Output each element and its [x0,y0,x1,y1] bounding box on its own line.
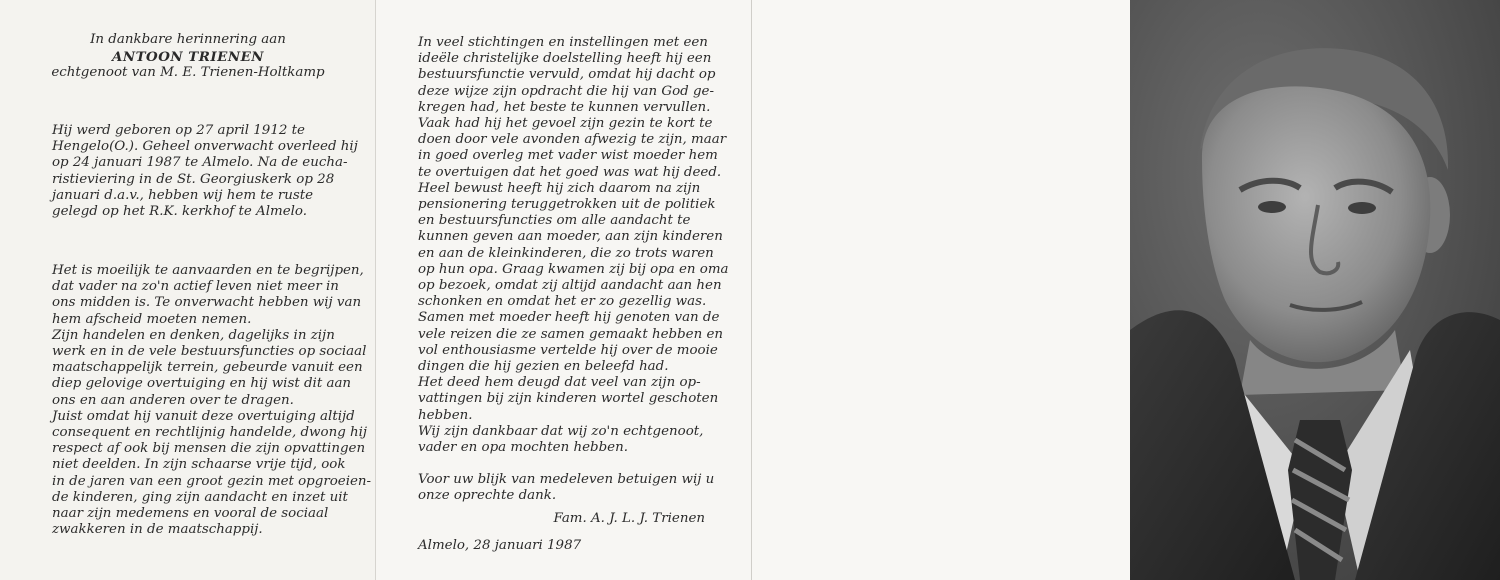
text-line: Zijn handelen en denken, dagelijks in zijn [52,327,335,343]
tribute-paragraph [52,263,372,538]
birth-death-paragraph [52,123,358,220]
card-panel-blank [752,0,1130,580]
text-line: Wij zijn dankbaar dat wij zo'n echtgenoot, [418,423,704,439]
text-line: vattingen bij zijn kinderen wortel geschoten [418,391,719,407]
text-line: Vaak had hij het gevoel zijn gezin te kort te [418,116,713,132]
text-line: Het is moeilijk te aanvaarden en te begrijpen, [52,263,364,278]
text-line: deze wijze zijn opdracht die hij van God ge- [418,83,714,99]
text-line: Hij werd geboren op 27 april 1912 te [52,123,305,138]
text-line: gelegd op het R.K. kerkhof te Almelo. [52,204,307,220]
text-line: ons midden is. Te onverwacht hebben wij van [52,295,362,311]
card-panel-middle [376,0,752,580]
text-line: In veel stichtingen en instellingen met een [418,35,708,50]
heading-intro: In dankbare herinnering aan [90,32,286,47]
text-line: hebben. [418,407,473,423]
text-line: dat vader na zo'n actief leven niet meer in [52,279,339,295]
text-line: Hengelo(O.). Geheel onverwacht overleed hij [52,139,358,155]
life-story-paragraph [418,35,729,456]
text-line: kregen had, het beste te kunnen vervullen. [418,99,711,115]
text-line: vol enthousiasme vertelde hij over de mooie [418,342,718,358]
text-line: op bezoek, omdat zij altijd aandacht aan hen [418,278,722,294]
text-line: niet deelden. In zijn schaarse vrije tijd, ook [52,457,346,473]
text-line: op 24 januari 1987 te Almelo. Na de eucha- [52,155,348,171]
text-line: naar zijn medemens en vooral de sociaal [52,506,329,522]
text-line: Het deed hem deugd dat veel van zijn op- [418,375,701,391]
text-line: respect af ook bij mensen die zijn opvattingen [52,441,366,457]
text-line: ons en aan anderen over te dragen. [52,392,294,408]
text-line: zwakkeren in de maatschappij. [52,522,263,538]
text-line: in goed overleg met vader wist moeder hem [418,148,718,164]
portrait-illustration [1130,0,1500,580]
text-line: kunnen geven aan moeder, aan zijn kinderen [418,229,723,245]
deceased-name: ANTOON TRIENEN [111,48,265,65]
text-line: hem afscheid moeten nemen. [52,311,252,327]
text-line: consequent en rechtlijnig handelde, dwong hij [52,425,368,441]
text-line: en bestuursfuncties om alle aandacht te [418,213,691,229]
text-line: Voor uw blijk van medeleven betuigen wij u [418,472,715,487]
text-line: de kinderen, ging zijn aandacht en inzet uit [52,489,348,505]
portrait-photo [1130,0,1500,580]
text-line: dingen die hij gezien en beleefd had. [418,359,669,375]
text-line: en aan de kleinkinderen, die zo trots waren [418,245,714,261]
place-date: Almelo, 28 januari 1987 [418,538,582,553]
text-line: maatschappelijk terrein, gebeurde vanuit een [52,360,363,376]
text-line: op hun opa. Graag kwamen zij bij opa en oma [418,261,729,277]
text-line: schonken en omdat het er zo gezellig was. [418,294,707,310]
spouse-line: echtgenoot van M. E. Trienen-Holtkamp [51,65,325,80]
text-line: Heel bewust heeft hij zich daarom na zijn [418,180,701,196]
memorial-heading [0,32,376,82]
text-line: diep gelovige overtuiging en hij wist dit aan [52,376,352,392]
text-line: vele reizen die ze samen gemaakt hebben en [418,326,724,342]
text-line: doen door vele avonden afwezig te zijn, maar [418,132,727,148]
text-line: Juist omdat hij vanuit deze overtuiging altijd [52,408,355,424]
text-line: te overtuigen dat het goed was wat hij deed. [418,164,722,180]
text-line: januari d.a.v., hebben wij hem te ruste [52,187,314,203]
text-line: ristieviering in de St. Georgiuskerk op 28 [52,171,335,187]
thanks-paragraph [418,472,714,504]
text-line: vader en opa mochten hebben. [418,440,628,456]
family-signature: Fam. A. J. L. J. Trienen [553,511,705,526]
text-line: bestuursfunctie vervuld, omdat hij dacht op [418,67,716,83]
text-line: onze oprechte dank. [418,488,557,504]
text-line: pensionering teruggetrokken uit de politiek [418,197,716,213]
text-line: werk en in de vele bestuursfuncties op sociaal [52,344,367,360]
text-line: in de jaren van een groot gezin met opgroeien- [52,473,372,489]
text-line: ideële christelijke doelstelling heeft hij een [418,51,712,67]
text-line: Samen met moeder heeft hij genoten van de [418,310,720,326]
card-panel-left [0,0,376,580]
